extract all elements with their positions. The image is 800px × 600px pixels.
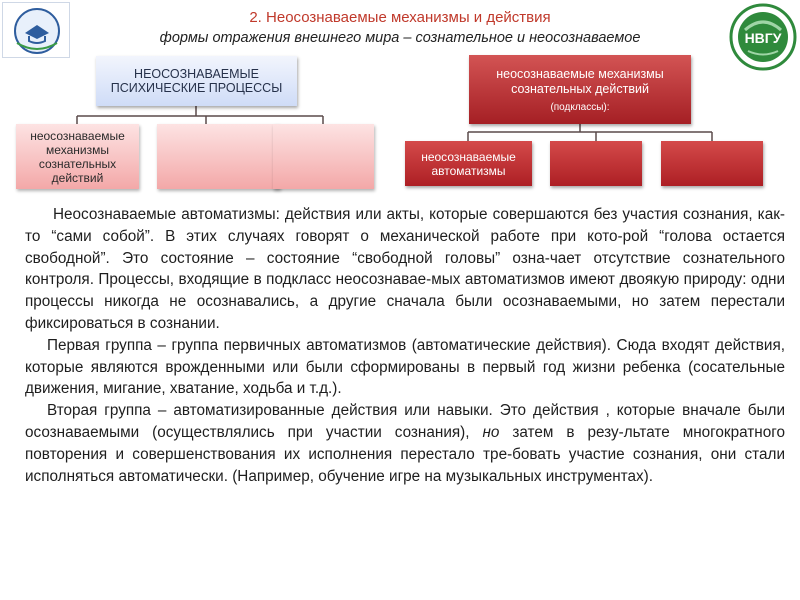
second-group-intro: Вторая группа – автоматизированные действия или навыки. Это действия , которые вначале были осознаваемыми (осуществлялись при участии сознания),	[25, 402, 785, 441]
paragraph-second-group	[25, 400, 785, 487]
left-child-label-1: неосознаваемые механизмы сознательных действий	[30, 128, 125, 185]
left-child-box-3	[273, 124, 374, 189]
slide-title: 2. Неосознаваемые механизмы и действия	[249, 9, 551, 26]
second-group-but: но	[482, 423, 500, 441]
nvgu-logo-text: НВГУ	[744, 30, 782, 46]
right-child-box-3	[661, 141, 763, 186]
unconscious-processes-box	[96, 56, 297, 106]
right-child-box-1	[405, 141, 532, 186]
slide-subtitle: формы отражения внешнего мира – сознательное и неосознаваемое	[159, 30, 641, 46]
body-text	[25, 204, 785, 487]
right-child-label-1: неосознаваемые автоматизмы	[421, 149, 516, 178]
paragraph-automatisms: Неосознаваемые автоматизмы: действия или акты, которые совершаются без участия сознания, как-то “сами собой”. В этих случаях говорят о механической работе при кото-рой “голова остается свободной”. Это состояние – состояние “свободной головы” озна-чает отсутствие сознательного контроля. Процессы, входящие в подкласс неосознавае-мых автоматизмов имеют двоякую природу: одни процессы никогда не осознавались, а другие сначала были осознаваемыми, но затем перестали фиксироваться в сознании.	[25, 206, 785, 332]
second-group-rest: затем в резу-льтате многократного повторения и совершенствования их исполнения перестало тре-бовать участие сознания, они стали исполняться автоматически. (Например, обучение игре на музыкальных инструментах).	[25, 423, 786, 485]
right-child-box-2	[550, 141, 642, 186]
unconscious-processes-label: НЕОСОЗНАВАЕМЫЕ ПСИХИЧЕСКИЕ ПРОЦЕССЫ	[110, 67, 283, 95]
left-child-box-2	[157, 124, 280, 189]
subclass-header-box	[469, 55, 691, 124]
paragraph-first-group: Первая группа – группа первичных автоматизмов (автоматические действия). Сюда входят действия, которые являются врожденными или были сформированы в первый год жизни ребенка (сосательные движения, мигание, хватание, ходьба и т.д.).	[25, 336, 785, 398]
subclass-header-label: неосознаваемые механизмы сознательных действий	[496, 66, 664, 96]
left-child-box-1	[16, 124, 139, 189]
subclass-header-note: (подклассы):	[550, 101, 610, 113]
